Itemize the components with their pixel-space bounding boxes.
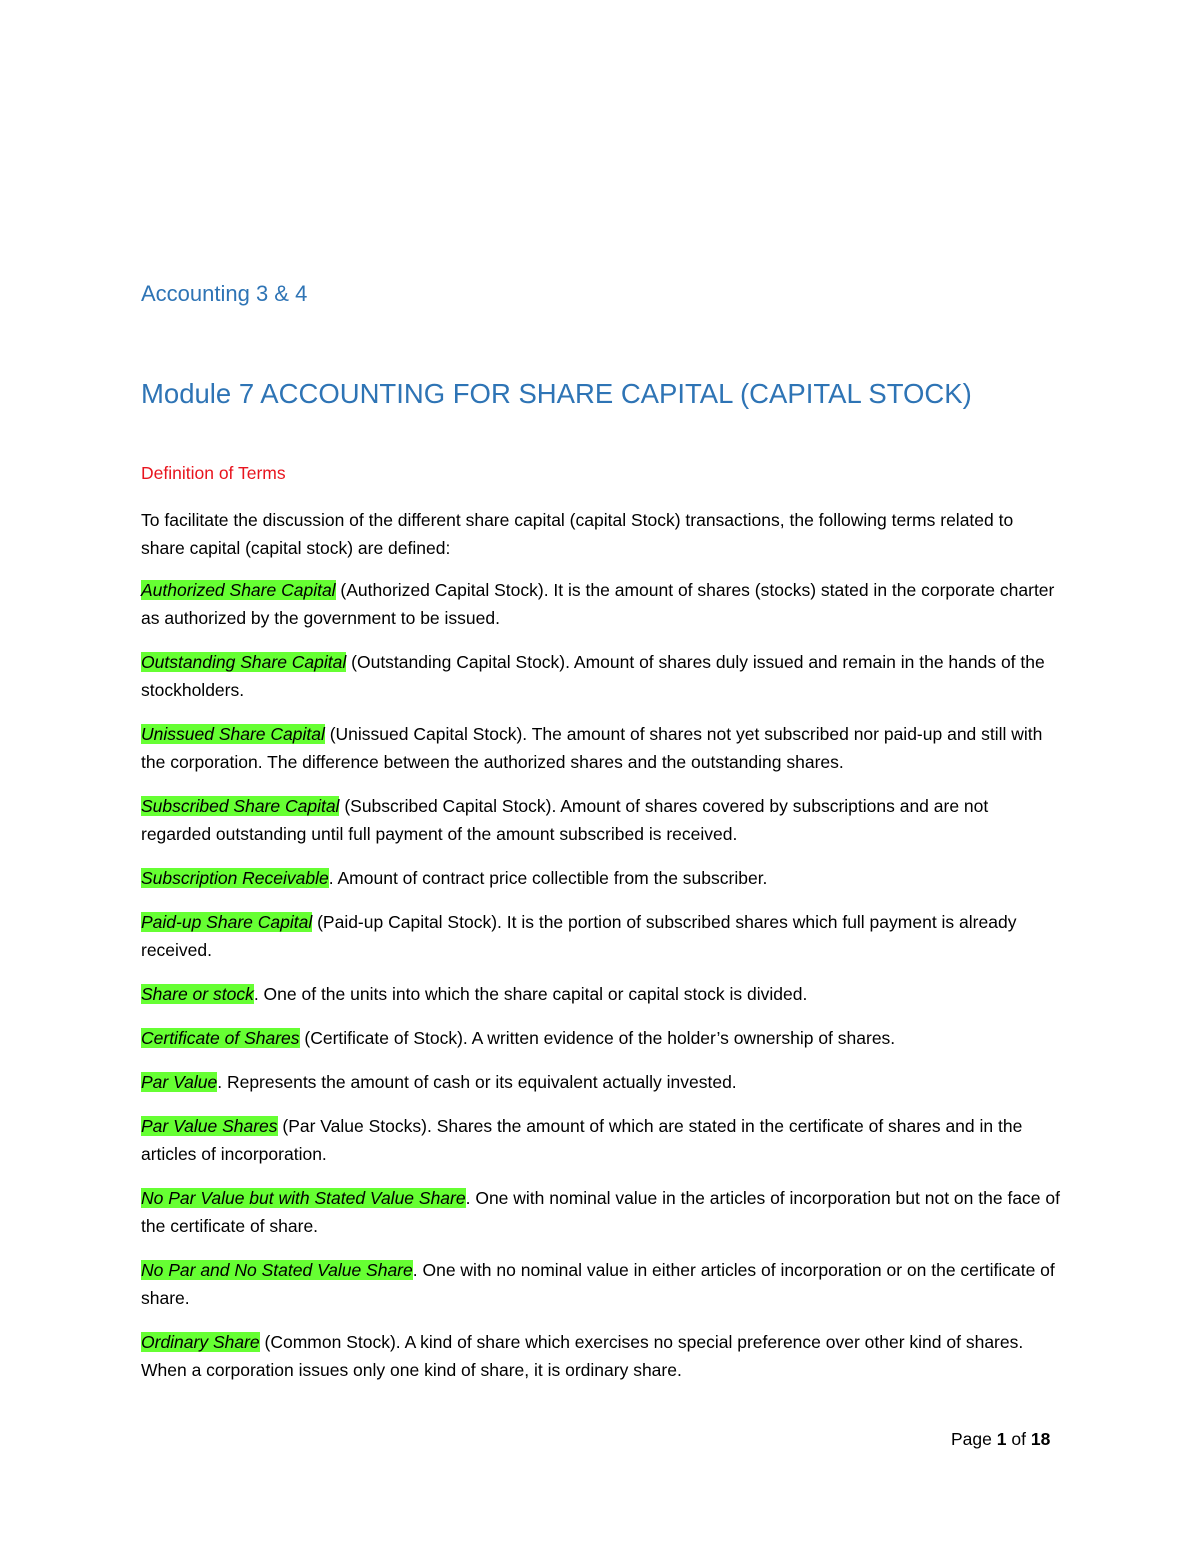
definition-paragraph (141, 1328, 1061, 1384)
definition-term: Ordinary Share (141, 1332, 260, 1352)
definition-paragraph (141, 792, 1061, 848)
definition-term: No Par and No Stated Value Share (141, 1260, 413, 1280)
definition-text: . Amount of contract price collectible from the subscriber. (328, 868, 768, 888)
of-word: of (1011, 1429, 1026, 1449)
definition-text: . One of the units into which the share capital or capital stock is divided. (253, 984, 808, 1004)
definition-term: Outstanding Share Capital (141, 652, 347, 672)
intro-paragraph: To facilitate the discussion of the different share capital (capital Stock) transactions, the following terms related to share capital (capital stock) are defined: (141, 510, 1014, 558)
definition-paragraph (141, 908, 1061, 964)
definition-text: (Unissued Capital Stock). The amount of shares not yet subscribed nor paid-up and still with the corporation. The difference between the authorized shares and the outstanding shares. (141, 724, 1043, 772)
definition-paragraph (141, 648, 1061, 704)
definition-text: (Outstanding Capital Stock). Amount of shares duly issued and remain in the hands of the stockholders. (141, 652, 1045, 700)
definition-paragraph (141, 1256, 1061, 1312)
definition-text: . One with nominal value in the articles of incorporation but not on the face of the certificate of share. (141, 1188, 1060, 1236)
current-page-number: 1 (996, 1429, 1007, 1449)
definition-term: Par Value Shares (141, 1116, 278, 1136)
definition-text: (Par Value Stocks). Shares the amount of which are stated in the certificate of shares and in the articles of incorporation. (141, 1116, 1023, 1164)
definition-term: Paid-up Share Capital (141, 912, 313, 932)
definition-term: Subscription Receivable (141, 868, 329, 888)
definition-text: (Subscribed Capital Stock). Amount of shares covered by subscriptions and are not regarded outstanding until full payment of the amount subscribed is received. (141, 796, 989, 844)
definition-paragraph (141, 864, 1061, 892)
definition-paragraph (141, 1112, 1061, 1168)
definition-term: No Par Value but with Stated Value Share (141, 1188, 466, 1208)
definition-term: Certificate of Shares (141, 1028, 300, 1048)
definition-term: Unissued Share Capital (141, 724, 325, 744)
definition-text: . Represents the amount of cash or its equivalent actually invested. (217, 1072, 737, 1092)
definition-text: (Certificate of Stock). A written evidence of the holder’s ownership of shares. (299, 1028, 896, 1048)
page-word: Page (951, 1429, 992, 1449)
definition-text: (Common Stock). A kind of share which exercises no special preference over other kind of shares. When a corporation issues only one kind of share, it is ordinary share. (141, 1332, 1024, 1380)
definition-paragraph (141, 720, 1061, 776)
module-title: Module 7 ACCOUNTING FOR SHARE CAPITAL (CAPITAL STOCK) (141, 378, 972, 409)
definition-paragraph (141, 980, 1061, 1008)
definition-text: . One with no nominal value in either articles of incorporation or on the certificate of share. (141, 1260, 1055, 1308)
course-title: Accounting 3 & 4 (141, 281, 308, 306)
definition-term: Authorized Share Capital (141, 580, 336, 600)
definition-paragraph (141, 576, 1061, 632)
definition-text: (Authorized Capital Stock). It is the amount of shares (stocks) stated in the corporate charter as authorized by the government to be issued. (141, 580, 1055, 628)
definition-paragraph (141, 1068, 1061, 1096)
total-pages-number: 18 (1030, 1429, 1051, 1449)
document-body (141, 506, 1061, 1400)
definition-paragraph (141, 1024, 1061, 1052)
section-heading: Definition of Terms (141, 463, 286, 483)
definition-paragraph (141, 1184, 1061, 1240)
definition-text: (Paid-up Capital Stock). It is the portion of subscribed shares which full payment is already received. (141, 912, 1017, 960)
definition-term: Par Value (141, 1072, 218, 1092)
definition-term: Subscribed Share Capital (141, 796, 340, 816)
definition-term: Share or stock (141, 984, 254, 1004)
page-number-footer (951, 1429, 1050, 1450)
